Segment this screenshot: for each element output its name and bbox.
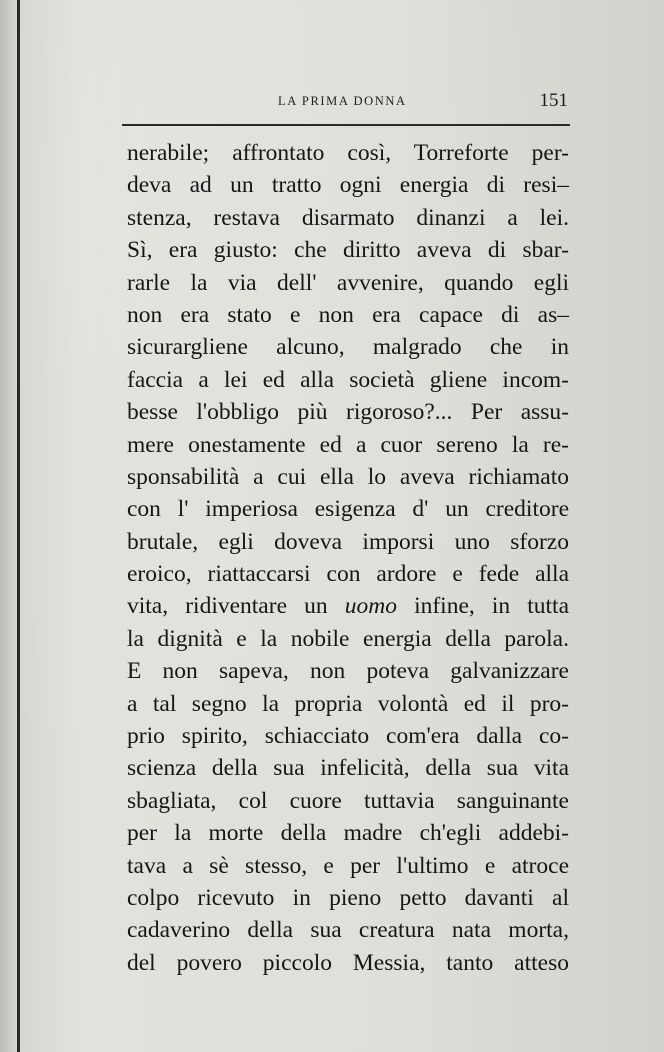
text-line: tava a sè stesso, e per l'ultimo e atroce [127, 852, 569, 879]
text-line: besse l'obbligo più rigoroso?... Per assu- [127, 399, 569, 426]
text-line: deva ad un tratto ogni energia di resi– [127, 172, 569, 199]
text-line: non era stato e non era capace di as– [127, 301, 569, 328]
text-line: la dignità e la nobile energia della parola. [127, 625, 569, 652]
page-number: 151 [539, 90, 568, 111]
text-line: sicurargliene alcuno, malgrado che in [127, 334, 569, 361]
text-line: con l' imperiosa esigenza d' un creditore [127, 496, 569, 523]
text-line: a tal segno la propria volontà ed il pro- [127, 690, 569, 717]
text-line: per la morte della madre ch'egli addebi- [127, 820, 569, 847]
text-line: stenza, restava disarmato dinanzi a lei. [127, 204, 569, 231]
page-gutter-edge [17, 0, 20, 1052]
text-line: sponsabilità a cui ella lo aveva richiamato [127, 463, 569, 490]
italic-word: uomo [344, 593, 397, 620]
text-line: prio spirito, schiacciato com'era dalla co- [127, 723, 569, 750]
text-line: cadaverino della sua creatura nata morta, [127, 917, 569, 944]
text-line: rarle la via dell' avvenire, quando egli [127, 269, 569, 296]
text-line: E non sapeva, non poteva galvanizzare [127, 658, 569, 685]
page-gutter-shadow [0, 0, 17, 1052]
text-line: scienza della sua infelicità, della sua vita [127, 755, 569, 782]
text-line: nerabile; affrontato così, Torreforte per- [127, 140, 569, 166]
text-line: sbagliata, col cuore tuttavia sanguinante [127, 787, 569, 814]
text-line: colpo ricevuto in pieno petto davanti al [127, 884, 569, 911]
text-line: brutale, egli doveva imporsi uno sforzo [127, 528, 569, 555]
text-segment: vita, ridiventare un [127, 593, 328, 620]
text-line: Sì, era giusto: che diritto aveva di sbar- [127, 237, 569, 264]
text-line-with-italic [127, 590, 569, 622]
running-head: LA PRIMA DONNA [278, 94, 407, 108]
body-text [127, 137, 569, 979]
text-line: del povero piccolo Messia, tanto atteso [127, 949, 569, 976]
text-line: mere onestamente ed a cuor sereno la re- [127, 431, 569, 458]
text-segment: infine, in tutta [414, 593, 570, 620]
text-line: eroico, riattaccarsi con ardore e fede alla [127, 561, 569, 588]
page-header [120, 92, 570, 120]
text-line: faccia a lei ed alla società gliene incom- [127, 366, 569, 393]
header-rule [122, 124, 570, 126]
